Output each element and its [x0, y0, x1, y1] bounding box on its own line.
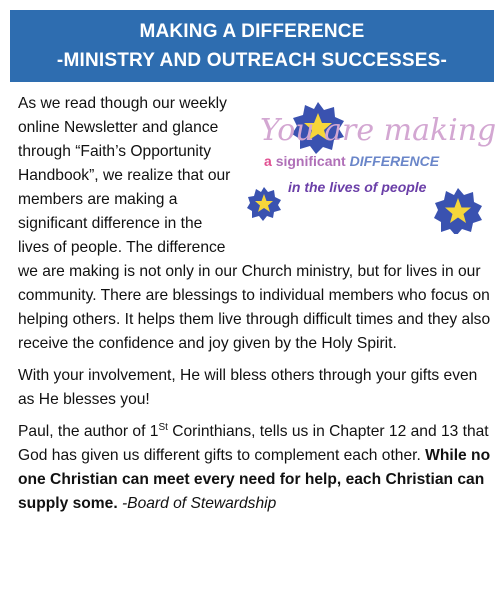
graphic-line-you-are-making: You are making [260, 113, 497, 148]
paragraph-involvement: With your involvement, He will bless others through your gifts even as He blesses you! [18, 367, 478, 408]
header-title: MAKING A DIFFERENCE [139, 21, 365, 42]
graphic-line-significant-difference: a significant DIFFERENCE [264, 153, 440, 169]
article-body [18, 92, 497, 524]
article-header [10, 10, 494, 82]
paragraph-intro [18, 92, 497, 356]
star-badge-small-icon [247, 187, 281, 221]
bold-closing-statement: While no one Christian can meet every need for help, each Christian can supply some. [18, 447, 491, 512]
signature: -Board of Stewardship [117, 495, 277, 512]
star-badge-right-icon [434, 188, 482, 234]
intro-text: As we read though our weekly online Newsletter and glance through “Faith’s Opportunity Handbook”, we realize that our members are making a significant difference in the lives of people. The difference we are making is not only in our Church ministry, but for lives in our community. There are blessings to individual members who focus on helping others. It helps them live through difficult times and they also receive the confidence and joy given by the Holy Spirit. [18, 95, 491, 352]
you-are-making-a-difference-graphic [242, 94, 497, 234]
superscript-st: St [158, 421, 168, 433]
header-subtitle: -MINISTRY AND OUTREACH SUCCESSES- [56, 50, 448, 71]
paragraph-corinthians: Paul, the author of 1St Corinthians, tells us in Chapter 12 and 13 that God has given us different gifts to complement each other. While no one Christian can meet every need for help, each Christian can supply some. -Board of Stewardship [18, 421, 491, 512]
graphic-line-lives-of-people: in the lives of people [288, 179, 427, 195]
